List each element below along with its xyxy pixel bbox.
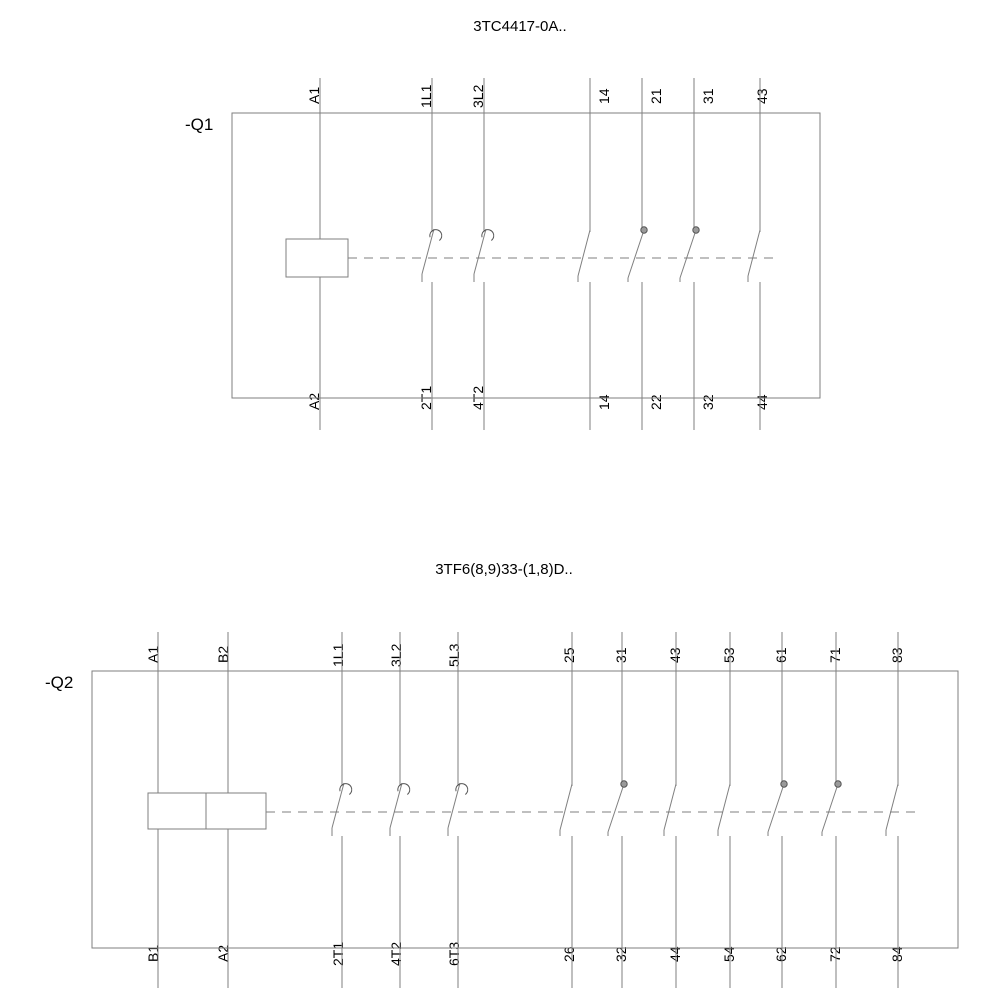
terminal-label-bottom: 32 bbox=[613, 946, 629, 962]
terminal-label-top: 3L2 bbox=[470, 84, 486, 108]
diagram-1-coil bbox=[286, 239, 348, 277]
nc-aux-blade bbox=[608, 784, 624, 832]
terminal-label-top: A1 bbox=[145, 645, 161, 663]
diagram-2-coil bbox=[148, 793, 266, 829]
diagram-2-frame bbox=[92, 671, 958, 948]
main-contact-arc-icon bbox=[398, 784, 410, 795]
no-contact-blade bbox=[332, 783, 344, 828]
nc-aux-blade bbox=[628, 230, 644, 278]
main-contact-arc-icon bbox=[340, 784, 352, 795]
terminal-label-bottom: 32 bbox=[700, 394, 716, 410]
nc-contact-dot-icon bbox=[781, 781, 787, 787]
main-contact-arc-icon bbox=[430, 230, 442, 241]
nc-aux-blade bbox=[768, 784, 784, 832]
no-contact-blade bbox=[448, 783, 460, 828]
terminal-label-bottom: B1 bbox=[145, 944, 161, 962]
terminal-label-bottom: 22 bbox=[648, 394, 664, 410]
terminal-label-top: 21 bbox=[648, 88, 664, 104]
no-contact-blade bbox=[422, 229, 434, 274]
terminal-label-bottom: 26 bbox=[561, 946, 577, 962]
nc-aux-blade bbox=[822, 784, 838, 832]
nc-contact-dot-icon bbox=[693, 227, 699, 233]
terminal-label-top: A1 bbox=[306, 86, 322, 104]
terminal-label-top: 53 bbox=[721, 647, 737, 663]
diagram-2-device-tag: -Q2 bbox=[45, 673, 74, 692]
terminal-label-bottom: 44 bbox=[667, 946, 683, 962]
main-contact-arc-icon bbox=[482, 230, 494, 241]
terminal-label-top: 83 bbox=[889, 647, 905, 663]
terminal-label-top: 31 bbox=[613, 647, 629, 663]
terminal-label-bottom: 6T3 bbox=[446, 941, 462, 966]
main-contact-arc-icon bbox=[456, 784, 468, 795]
terminal-label-bottom: 14 bbox=[596, 394, 612, 410]
terminal-label-bottom: A2 bbox=[306, 392, 322, 410]
diagram-1-title: 3TC4417-0A.. bbox=[473, 18, 567, 35]
nc-contact-dot-icon bbox=[641, 227, 647, 233]
terminal-label-bottom: 2T1 bbox=[330, 941, 346, 966]
terminal-label-top: 31 bbox=[700, 88, 716, 104]
terminal-label-bottom: 62 bbox=[773, 946, 789, 962]
terminal-label-top: B2 bbox=[215, 645, 231, 663]
terminal-label-bottom: 4T2 bbox=[470, 385, 486, 410]
nc-contact-dot-icon bbox=[621, 781, 627, 787]
terminal-label-bottom: 84 bbox=[889, 946, 905, 962]
terminal-label-top: 71 bbox=[827, 647, 843, 663]
no-contact-blade bbox=[390, 783, 402, 828]
terminal-label-bottom: A2 bbox=[215, 944, 231, 962]
no-aux-blade bbox=[560, 784, 572, 830]
terminal-label-bottom: 72 bbox=[827, 946, 843, 962]
terminal-label-top: 61 bbox=[773, 647, 789, 663]
no-contact-blade bbox=[474, 229, 486, 274]
diagram-1-frame bbox=[232, 113, 820, 398]
terminal-label-top: 1L1 bbox=[330, 643, 346, 667]
nc-aux-blade bbox=[680, 230, 696, 278]
terminal-label-top: 43 bbox=[667, 647, 683, 663]
no-aux-blade bbox=[718, 784, 730, 830]
terminal-label-bottom: 4T2 bbox=[388, 941, 404, 966]
terminal-label-bottom: 44 bbox=[754, 394, 770, 410]
diagram-1-device-tag: -Q1 bbox=[185, 115, 214, 134]
terminal-label-bottom: 2T1 bbox=[418, 385, 434, 410]
no-aux-blade bbox=[748, 230, 760, 276]
terminal-label-top: 5L3 bbox=[446, 643, 462, 667]
no-aux-blade bbox=[578, 230, 590, 276]
no-aux-blade bbox=[886, 784, 898, 830]
terminal-label-top: 3L2 bbox=[388, 643, 404, 667]
diagram-2-title: 3TF6(8,9)33-(1,8)D.. bbox=[435, 561, 573, 578]
no-aux-blade bbox=[664, 784, 676, 830]
terminal-label-top: 43 bbox=[754, 88, 770, 104]
nc-contact-dot-icon bbox=[835, 781, 841, 787]
terminal-label-top: 1L1 bbox=[418, 84, 434, 108]
terminal-label-bottom: 54 bbox=[721, 946, 737, 962]
terminal-label-top: 14 bbox=[596, 88, 612, 104]
terminal-label-top: 25 bbox=[561, 647, 577, 663]
